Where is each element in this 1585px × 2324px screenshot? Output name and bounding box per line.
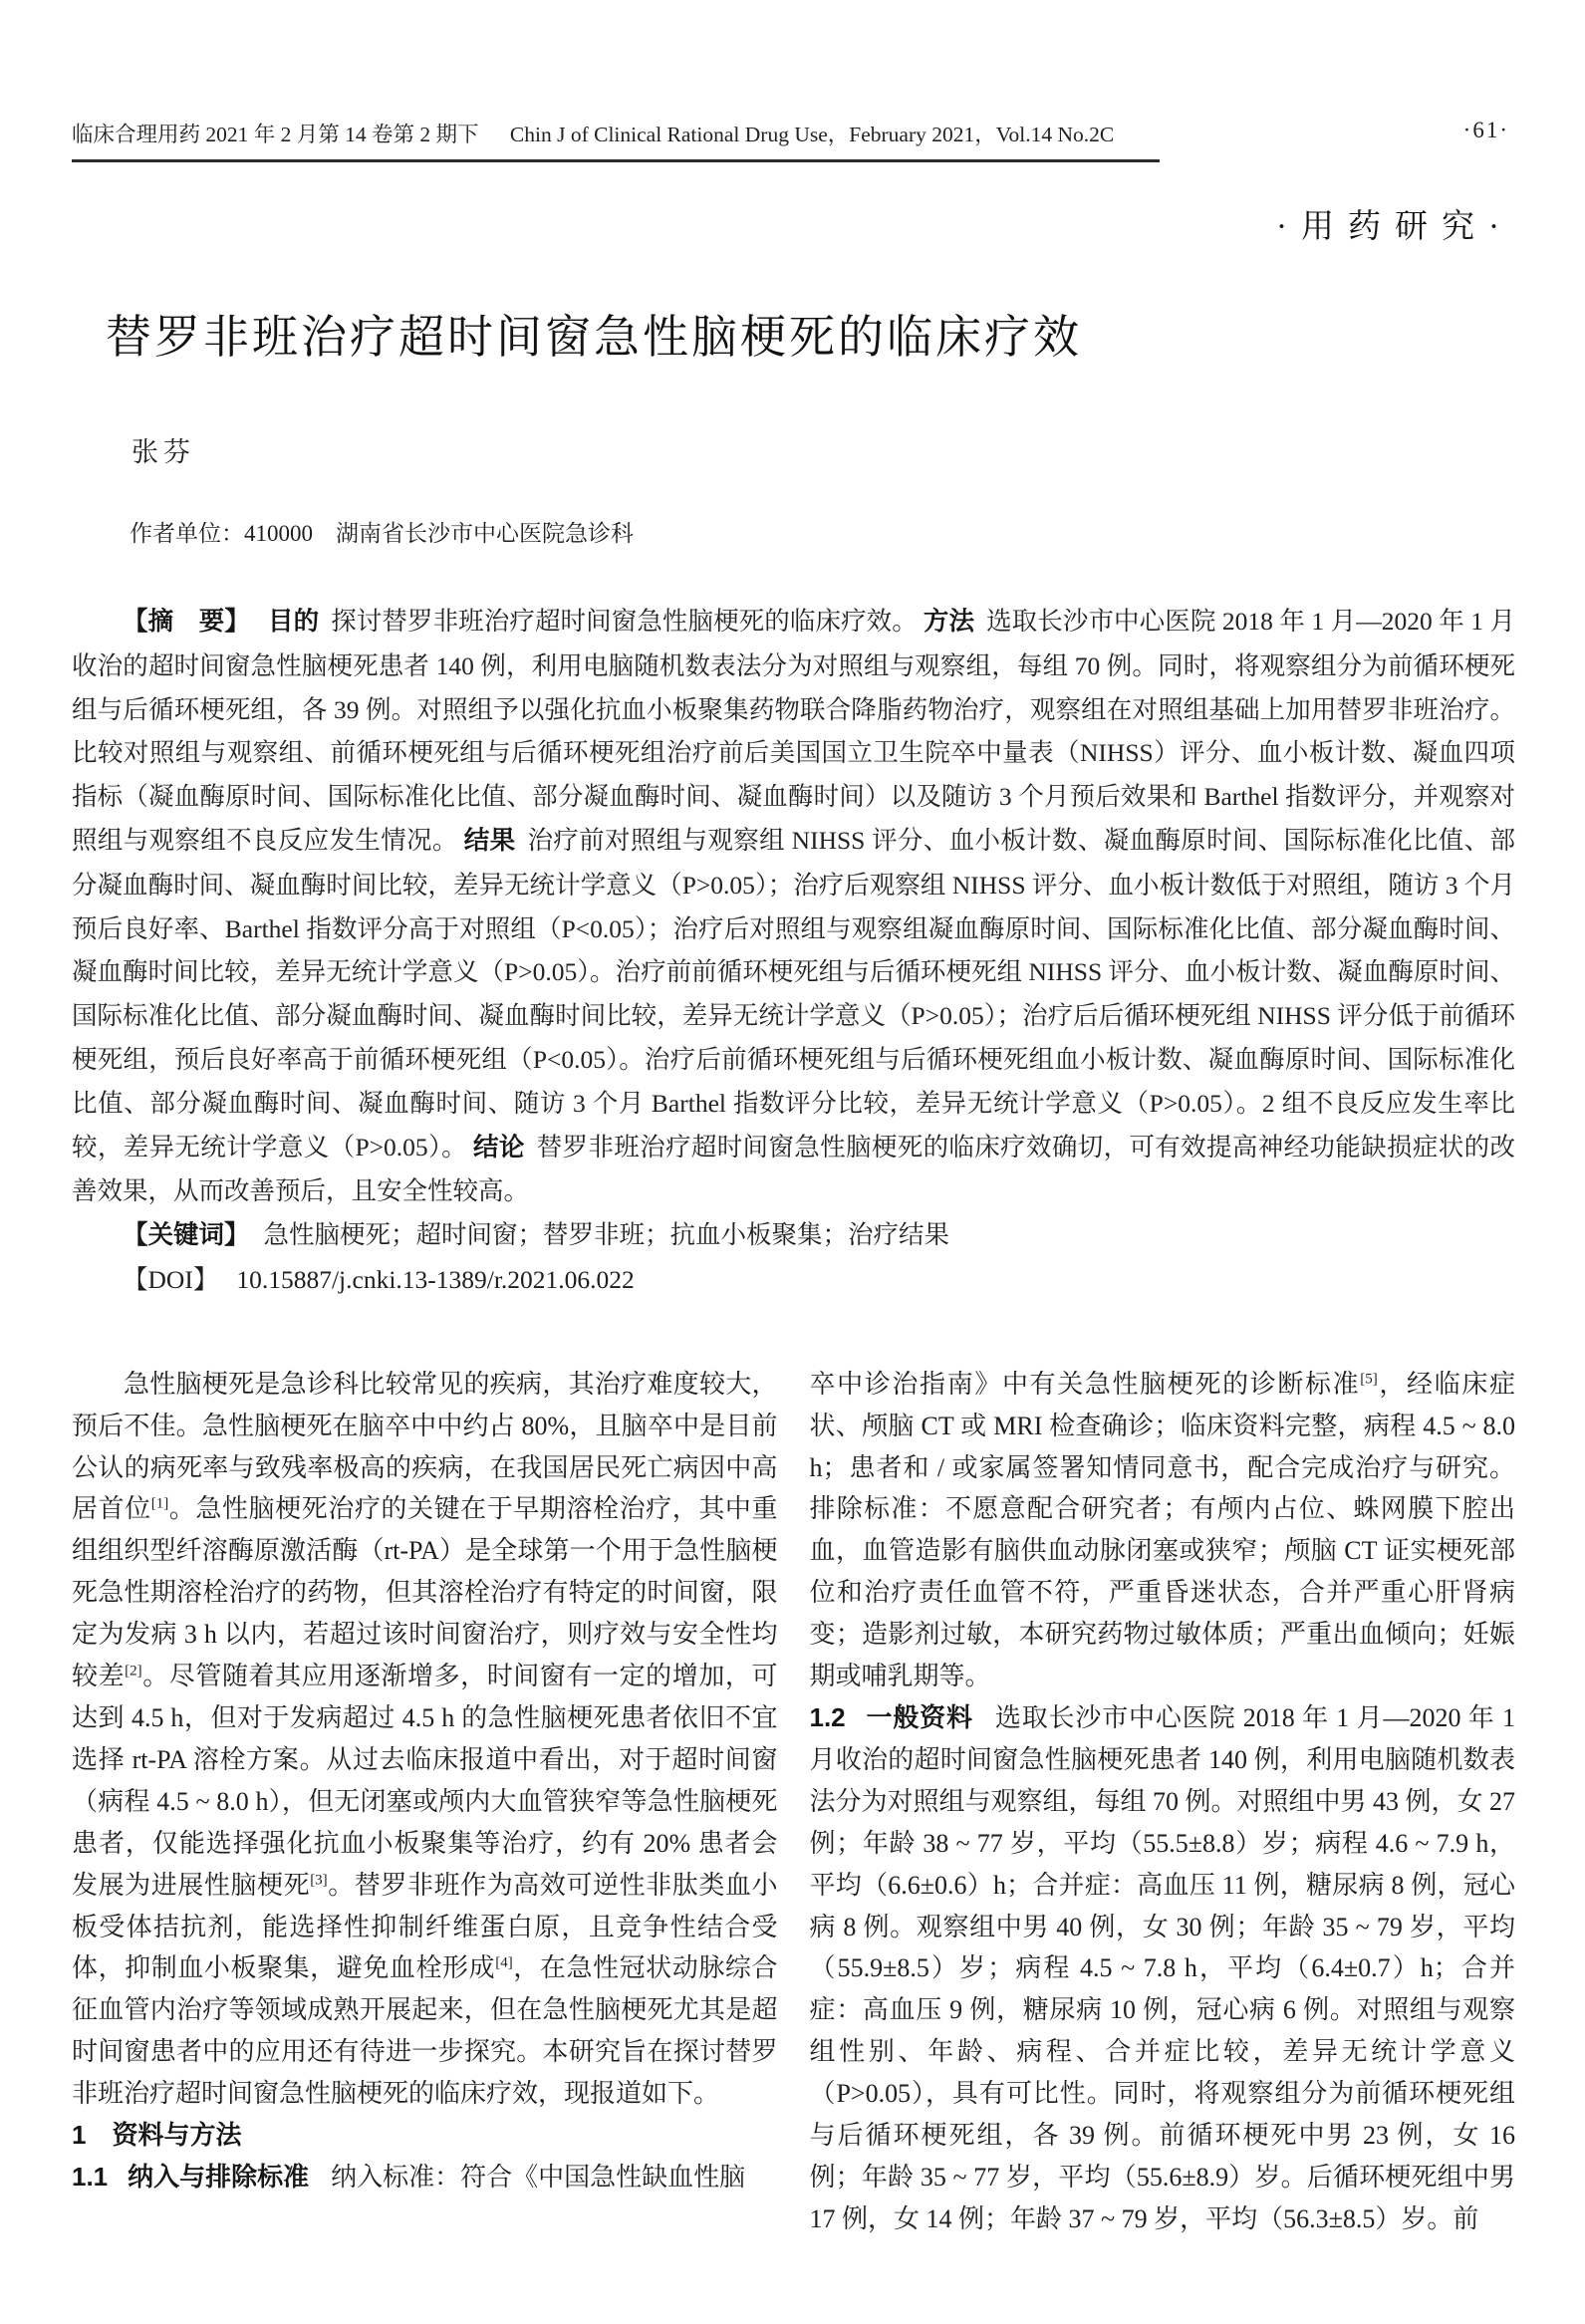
abstract-conclusion-label: 结论 xyxy=(472,1133,525,1162)
intro-paragraph xyxy=(72,1364,778,2115)
page-number: ·61· xyxy=(1462,118,1509,142)
reference-mark-1: [1] xyxy=(150,1495,169,1512)
page-header xyxy=(72,118,1515,162)
column-section-label: ·用药研究· xyxy=(1276,209,1513,245)
journal-title-cn: 临床合理用药 2021 年 2 月第 14 卷第 2 期下 xyxy=(72,123,479,146)
author-affiliation: 作者单位：410000 湖南省长沙市中心医院急诊科 xyxy=(130,521,634,546)
abstract-results-text: 治疗前对照组与观察组 NIHSS 评分、血小板计数、凝血酶原时间、国际标准化比值、部分凝血酶时间、凝血酶时间比较，差异无统计学意义（P>0.05）；治疗后观察组 NIHSS 评分、血小板计数低于对照组，随访 3 个月预后良好率、Barthel 指数评分高于对照组（P<0.05）；治疗后对照组与观察组凝血酶原时间、国际标准化比值、部分凝血酶时间、凝血酶时间比较，差异无统计学意义（P>0.05）。治疗前前循环梗死组与后循环梗死组 NIHSS 评分、血小板计数、凝血酶原时间、国际标准化比值、部分凝血酶时间、凝血酶时间比较，差异无统计学意义（P>0.05）；治疗后后循环梗死组 NIHSS 评分低于前循环梗死组，预后良好率高于前循环梗死组（P<0.05）。治疗后前循环梗死组与后循环梗死组血小板计数、凝血酶原时间、国际标准化比值、部分凝血酶时间、凝血酶时间、随访 3 个月 Barthel 指数评分比较，差异无统计学意义（P>0.05）。2 组不良反应发生率比较，差异无统计学意义（P>0.05）。 xyxy=(72,825,1515,1162)
section-1-2-title: 一般资料 xyxy=(865,1702,973,1732)
criteria-text-2: ，经临床症状、颅脑 CT 或 MRI 检查确诊；临床资料完整，病程 4.5 ~ 8.0 h；患者和 / 或家属签署知情同意书，配合完成治疗与研究。排除标准：不愿意配合研究者；有颅内占位、蛛网膜下腔出血，血管造影有脑供血动脉闭塞或狭窄；颅脑 CT 证实梗死部位和治疗责任血管不符，严重昏迷状态，合并严重心肝肾病变；造影剂过敏，本研究药物过敏体质；严重出血倾向；妊娠期或哺乳期等。 xyxy=(809,1369,1515,1691)
section-1-2-number: 1.2 xyxy=(809,1702,846,1732)
keywords-line xyxy=(72,1213,1515,1258)
keywords-label: 【关键词】 xyxy=(123,1221,250,1250)
abstract-conclusion-text: 替罗非班治疗超时间窗急性脑梗死的临床疗效确切，可有效提高神经功能缺损症状的改善效果，从而改善预后，且安全性较高。 xyxy=(72,1132,1515,1206)
right-column xyxy=(810,1364,1516,2240)
intro-text-2: 。急性脑梗死治疗的关键在于早期溶栓治疗，其中重组组织型纤溶酶原激活酶（rt-PA）是全球第一个用于急性脑梗死急性期溶栓治疗的药物，但其溶栓治疗有特定的时间窗，限定为发病 3 h 以内，若超过该时间窗治疗，则疗效与安全性均较差 xyxy=(72,1494,778,1691)
body-columns xyxy=(72,1364,1515,2240)
abstract-label: 【摘 要】 xyxy=(123,608,250,636)
doi-label: 【DOI】 xyxy=(123,1264,219,1294)
section-1-title: 资料与方法 xyxy=(112,2120,242,2151)
abstract-methods-text: 选取长沙市中心医院 2018 年 1 月—2020 年 1 月收治的超时间窗急性脑梗死患者 140 例，利用电脑随机数表法分为对照组与观察组，每组 70 例。同时，将观察组分为前循环梗死组与后循环梗死组，各 39 例。对照组予以强化抗血小板聚集药物联合降脂药物治疗，观察组在对照组基础上加用替罗非班治疗。比较对照组与观察组、前循环梗死组与后循环梗死组治疗前后美国国立卫生院卒中量表（NIHSS）评分、血小板计数、凝血四项指标（凝血酶原时间、国际标准化比值、部分凝血酶时间、凝血酶时间）以及随访 3 个月预后效果和 Barthel 指数评分，并观察对照组与观察组不良反应发生情况。 xyxy=(72,607,1515,855)
section-1-2-text: 选取长沙市中心医院 2018 年 1 月—2020 年 1 月收治的超时间窗急性脑梗死患者 140 例，利用电脑随机数表法分为对照组与观察组，每组 70 例。对照组中男 43 例，女 27 例；年龄 38 ~ 77 岁，平均（55.5±8.8）岁；病程 4.6 ~ 7.9 h，平均（6.6±0.6）h；合并症：高血压 11 例，糖尿病 8 例，冠心病 8 例。观察组中男 40 例，女 30 例；年龄 35 ~ 79 岁，平均（55.9±8.5）岁；病程 4.5 ~ 7.8 h，平均（6.4±0.7）h；合并症：高血压 9 例，糖尿病 10 例，冠心病 6 例。对照组与观察组性别、年龄、病程、合并症比较，差异无统计学意义（P>0.05），具有可比性。同时，将观察组分为前循环梗死组与后循环梗死组，各 39 例。前循环梗死中男 23 例，女 16 例；年龄 35 ~ 77 岁，平均（55.6±8.9）岁。后循环梗死组中男 17 例，女 14 例；年龄 37 ~ 79 岁，平均（56.3±8.5）岁。前 xyxy=(809,1703,1516,2233)
article-title: 替罗非班治疗超时间窗急性脑梗死的临床疗效 xyxy=(106,312,1082,363)
running-head xyxy=(72,118,1160,162)
section-1-1-title: 纳入与排除标准 xyxy=(128,2161,310,2192)
abstract-objective-text: 探讨替罗非班治疗超时间窗急性脑梗死的临床疗效。 xyxy=(331,607,918,636)
reference-mark-4: [4] xyxy=(495,1954,513,1971)
section-1-2-paragraph xyxy=(810,1697,1516,2240)
keywords-text: 急性脑梗死；超时间窗；替罗非班；抗血小板聚集；治疗结果 xyxy=(263,1220,950,1250)
intro-text-1: 急性脑梗死是急诊科比较常见的疾病，其治疗难度较大，预后不佳。急性脑梗死在脑卒中中约占 80%，且脑卒中是目前公认的病死率与致残率极高的疾病，在我国居民死亡病因中高居首位 xyxy=(72,1369,778,1524)
abstract-objective-label: 目的 xyxy=(267,608,320,636)
abstract xyxy=(72,600,1515,1213)
intro-text-3: 。尽管随着其应用逐渐增多，时间窗有一定的增加，可达到 4.5 h，但对于发病超过 4.5 h 的急性脑梗死患者依旧不宜选择 rt-PA 溶栓方案。从过去临床报道中看出，对于超时间窗（病程 4.5 ~ 8.0 h），但无闭塞或颅内大血管狭窄等急性脑梗死患者，仅能选择强化抗血小板聚集等治疗，约有 20% 患者会发展为进展性脑梗死 xyxy=(72,1662,778,1900)
doi-text: 10.15887/j.cnki.13-1389/r.2021.06.022 xyxy=(236,1264,635,1294)
abstract-results-label: 结果 xyxy=(463,826,516,855)
section-1-1-number: 1.1 xyxy=(72,2161,109,2192)
section-1-1-text: 纳入标准：符合《中国急性缺血性脑 xyxy=(331,2162,746,2192)
intro-text-4: 。替罗非班作为高效可逆性非肽类血小板受体拮抗剂，能选择性抑制纤维蛋白原，且竞争性结合受体，抑制血小板聚集，避免血栓形成 xyxy=(72,1870,778,1983)
abstract-methods-label: 方法 xyxy=(923,608,975,636)
left-column xyxy=(72,1364,778,2240)
journal-title-en: Chin J of Clinical Rational Drug Use，February 2021，Vol.14 No.2C xyxy=(509,123,1115,146)
criteria-text-1: 卒中诊治指南》中有关急性脑梗死的诊断标准 xyxy=(809,1369,1361,1399)
author-name: 张芬 xyxy=(132,437,195,467)
reference-mark-5: [5] xyxy=(1360,1371,1378,1388)
intro-text-5: ，在急性冠状动脉综合征血管内治疗等领域成熟开展起来，但在急性脑梗死尤其是超时间窗患者中的应用还有待进一步探究。本研究旨在探讨替罗非班治疗超时间窗急性脑梗死的临床疗效，现报道如下。 xyxy=(72,1953,778,2109)
reference-mark-2: [2] xyxy=(125,1663,142,1679)
doi-line xyxy=(72,1258,1515,1302)
reference-mark-3: [3] xyxy=(310,1871,328,1888)
section-1-number: 1 xyxy=(72,2120,87,2151)
section-1-1-paragraph xyxy=(72,2157,778,2198)
section-1-heading xyxy=(72,2115,778,2157)
criteria-continuation-paragraph xyxy=(810,1364,1516,1697)
